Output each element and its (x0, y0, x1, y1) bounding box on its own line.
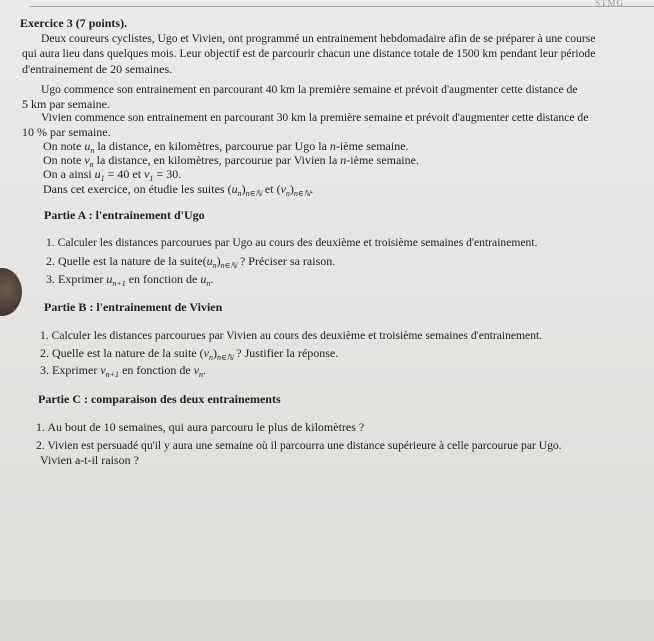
intro-p3-l1: Vivien commence son entrainement en parcourant 30 km la première semaine et prévoit d'augmenter cette distance de (41, 111, 589, 124)
notation-sequences: Dans cet exercice, on étudie les suites $(u_n)_{n\in ℕ}$ et $(v_n)_{n\in ℕ}$. (43, 182, 314, 198)
part-a-q3: 3. Exprimer $u_{n+1}$ en fonction de $u_n$. (46, 272, 214, 288)
intro-p2-l1: Ugo commence son entrainement en parcourant 40 km la première semaine et prévoit d'augmenter cette distance de (41, 83, 578, 96)
notation-un: On note $u_n$ la distance, en kilomètres, parcourue par Ugo la n-ième semaine. (43, 139, 409, 155)
part-c-q2-l1: 2. Vivien est persuadé qu'il y aura une semaine où il parcourra une distance supérieure à celle parcourue par Ugo. (36, 439, 562, 452)
part-c-q1: 1. Au bout de 10 semaines, qui aura parcouru le plus de kilomètres ? (36, 420, 365, 434)
notation-initial: On a ainsi $u_1 = 40$ et $v_1 = 30$. (43, 167, 182, 183)
part-c-title: Partie C : comparaison des deux entrainements (38, 392, 281, 406)
header-tag: STMG (594, 0, 624, 8)
part-b-q3: 3. Exprimer $v_{n+1}$ en fonction de $v_n$. (40, 363, 207, 379)
exercise-title: Exercice 3 (7 points). (20, 16, 128, 30)
part-b-title: Partie B : l'entrainement de Vivien (44, 300, 223, 314)
part-a-q1: 1. Calculer les distances parcourues par Ugo au cours des deuxième et troisième semaines d'entrainement. (46, 236, 538, 249)
notation-vn: On note $v_n$ la distance, en kilomètres, parcourue par Vivien la n-ième semaine. (43, 153, 419, 169)
intro-p1-l1: Deux coureurs cyclistes, Ugo et Vivien, ont programmé un entrainement hebdomadaire afin de se préparer à une course (41, 32, 596, 45)
intro-p1-l3: d'entrainement de 20 semaines. (22, 62, 173, 76)
intro-p3-l2: 10 % par semaine. (22, 125, 111, 139)
part-a-title: Partie A : l'entrainement d'Ugo (44, 208, 205, 222)
intro-p1-l2: qui aura lieu dans quelques mois. Leur objectif est de parcourir chacun une distance totale de 1500 km pendant leur période (22, 47, 596, 60)
intro-p2-l2: 5 km par semaine. (22, 97, 110, 111)
part-b-q2: 2. Quelle est la nature de la suite $(v_n)_{n\in ℕ}$ ? Justifier la réponse. (40, 346, 339, 362)
part-a-q2: 2. Quelle est la nature de la $suite(u_n)_{n\in ℕ}$ ? Préciser sa raison. (46, 254, 336, 270)
part-b-q1: 1. Calculer les distances parcourues par Vivien au cours des deuxième et troisième semaines d'entrainement. (40, 329, 543, 342)
part-c-q2-l2: Vivien a-t-il raison ? (40, 453, 139, 467)
